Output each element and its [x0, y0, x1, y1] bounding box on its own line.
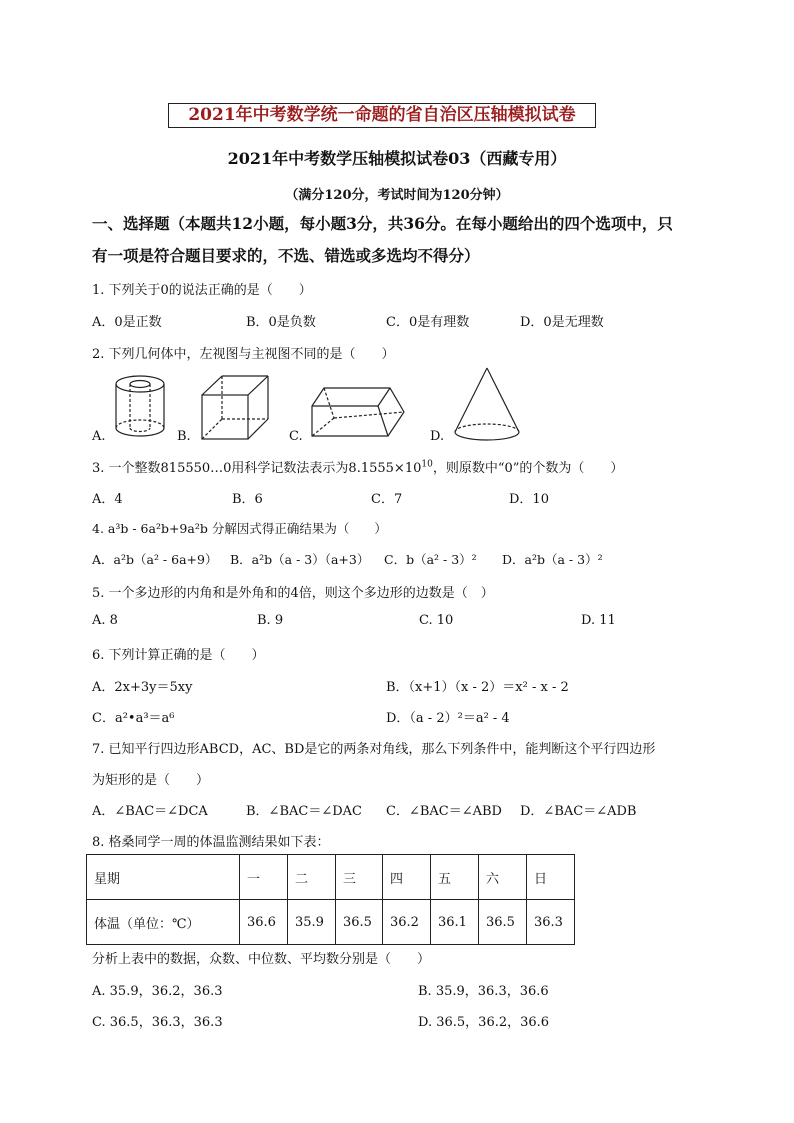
table-cell: 二 [288, 855, 336, 900]
table-cell: 日 [527, 855, 575, 900]
q8-option-d: D. 36.5，36.2，36.6 [418, 1015, 550, 1030]
q4-option-b: B．a²b（a - 3）（a+3） [230, 552, 370, 567]
question-5-stem: 5. 一个多边形的内角和是外角和的4倍，则这个多边形的边数是（ ） [92, 586, 494, 601]
q3-option-a: A．4 [92, 492, 123, 507]
q6-option-c: C．a²•a³＝a⁶ [92, 711, 175, 726]
table-cell: 五 [431, 855, 479, 900]
q8-option-b: B. 35.9，36.3，36.6 [418, 984, 549, 999]
q4-option-a: A．a²b（a² - 6a+9） [92, 552, 218, 567]
table-cell: 36.3 [527, 900, 575, 945]
question-3-stem: 3. 一个整数815550…0用科学记数法表示为$8.1555\times 10^{10}$，则原数中“0”的个数为（ ） [92, 459, 624, 476]
q6-option-a: A．2x+3y＝5xy [92, 680, 193, 695]
q1-option-a: A．0是正数 [92, 315, 162, 330]
table-header-row [87, 855, 575, 900]
table-cell: 35.9 [288, 900, 336, 945]
q1-option-b: B．0是负数 [246, 315, 316, 330]
score-time-note: （满分120分，考试时间为120分钟） [285, 188, 509, 203]
table-cell: 36.2 [383, 900, 431, 945]
q7-option-c: C．∠BAC＝∠ABD [386, 804, 502, 819]
question-2-stem: 2. 下列几何体中，左视图与主视图不同的是（ ） [92, 347, 395, 362]
q1-option-c: C．0是有理数 [386, 315, 470, 330]
table-cell: 36.1 [431, 900, 479, 945]
q6-option-b: B．（x+1）（x - 2）＝x² - x - 2 [386, 680, 569, 695]
q8-option-a: A. 35.9，36.2，36.3 [92, 984, 223, 999]
q3-option-d: D．10 [509, 492, 549, 507]
cone-figure [451, 366, 523, 444]
q1-option-d: D．0是无理数 [520, 315, 604, 330]
q7-option-b: B．∠BAC＝∠DAC [246, 804, 362, 819]
table-cell: 三 [336, 855, 383, 900]
q5-option-c: C. 10 [419, 613, 454, 628]
temperature-table [86, 854, 575, 945]
q4-option-c: C．b（a² - 3）² [384, 552, 477, 567]
table-row [87, 900, 575, 945]
q8-option-c: C. 36.5，36.3，36.3 [92, 1015, 223, 1030]
q2-label-a: A. [92, 429, 106, 444]
table-cell: 36.5 [336, 900, 383, 945]
table-cell: 四 [383, 855, 431, 900]
triangular-prism-figure [308, 384, 408, 440]
q5-option-a: A. 8 [92, 613, 118, 628]
question-6-stem: 6. 下列计算正确的是（ ） [92, 648, 265, 663]
table-cell: 体温（单位：℃） [87, 900, 240, 945]
question-7-stem-line2: 为矩形的是（ ） [92, 773, 210, 788]
question-8-stem: 8. 格桑同学一周的体温监测结果如下表： [92, 835, 330, 850]
q6-option-d: D．（a - 2）²＝a² - 4 [386, 711, 510, 726]
q2-label-d: D. [430, 429, 445, 444]
question-4-stem: 4. a³b - 6a²b+9a²b 分解因式得正确结果为（ ） [92, 521, 387, 536]
table-cell: 一 [240, 855, 288, 900]
q7-option-a: A．∠BAC＝∠DCA [92, 804, 208, 819]
cylinder-figure [110, 374, 170, 440]
q3-option-c: C．7 [371, 492, 403, 507]
section-heading-line2: 有一项是符合题目要求的，不选、错选或多选均不得分） [92, 246, 480, 265]
q5-option-b: B. 9 [257, 613, 284, 628]
q7-option-d: D．∠BAC＝∠ADB [520, 804, 637, 819]
page-title: 2021年中考数学压轴模拟试卷03（西藏专用） [227, 149, 567, 168]
table-cell: 36.6 [240, 900, 288, 945]
q4-option-d: D．a²b（a - 3）² [502, 552, 603, 567]
q2-label-c: C. [289, 429, 303, 444]
question-8-prompt: 分析上表中的数据，众数、中位数、平均数分别是（ ） [92, 952, 431, 967]
q5-option-d: D. 11 [581, 613, 616, 628]
cube-figure [198, 373, 270, 443]
question-7-stem-line1: 7. 已知平行四边形ABCD，AC、BD是它的两条对角线，那么下列条件中，能判断这个平行四边形 [92, 742, 656, 757]
table-cell: 六 [479, 855, 527, 900]
q2-label-b: B. [177, 429, 191, 444]
exam-series-banner: 2021年中考数学统一命题的省自治区压轴模拟试卷 [168, 103, 596, 128]
table-cell: 36.5 [479, 900, 527, 945]
question-1-stem: 1. 下列关于0的说法正确的是（ ） [92, 283, 312, 298]
table-cell: 星期 [87, 855, 240, 900]
q3-option-b: B．6 [232, 492, 263, 507]
section-heading-line1: 一、选择题（本题共12小题，每小题3分，共36分。在每小题给出的四个选项中，只 [92, 214, 673, 233]
